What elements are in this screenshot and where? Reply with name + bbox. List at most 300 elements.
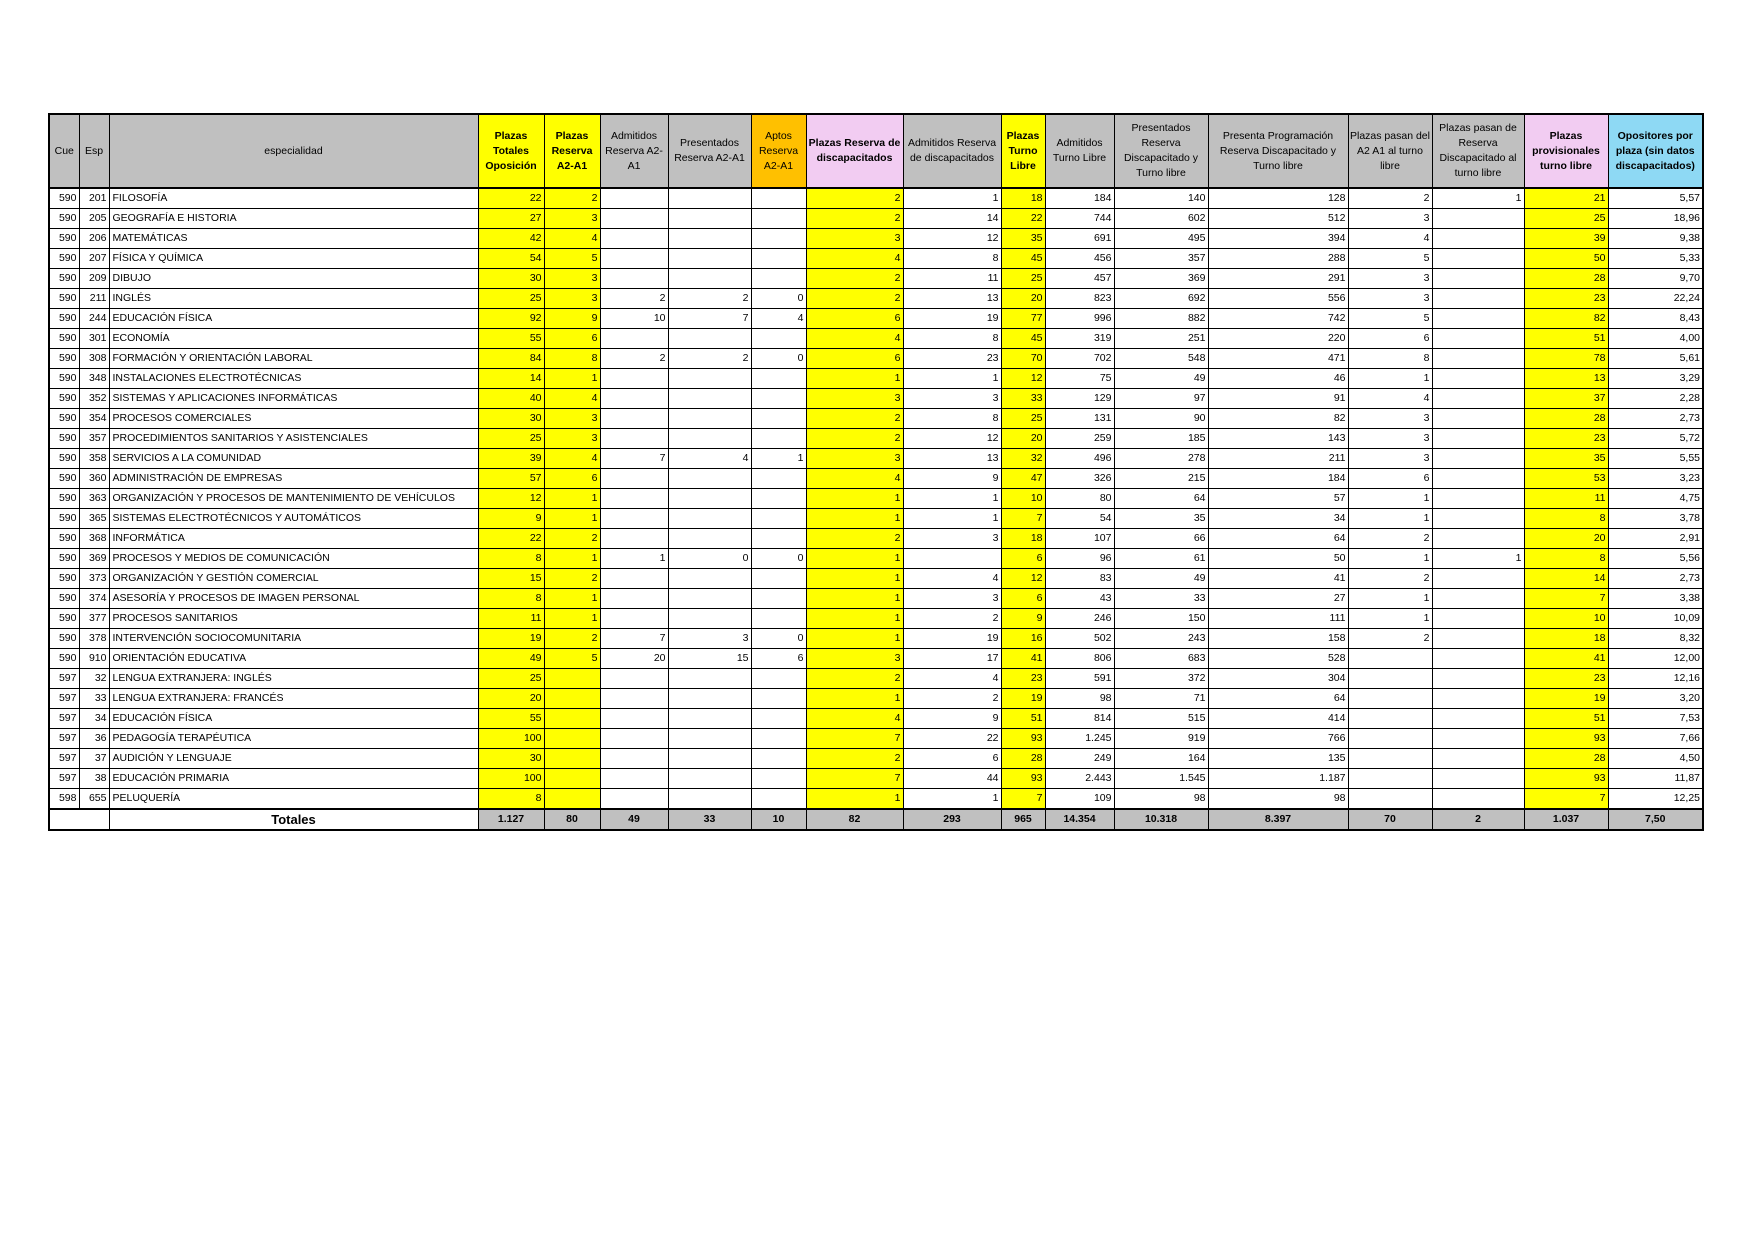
cell-plazas-totales: 20	[478, 689, 544, 709]
cell-presentados-reserva: 2	[668, 349, 751, 369]
cell-cue: 590	[49, 249, 79, 269]
cell-esp: 910	[79, 649, 109, 669]
cell-aptos-reserva	[751, 329, 806, 349]
cell-presenta-programacion: 528	[1208, 649, 1348, 669]
cell-plazas-discapacitados: 3	[806, 229, 903, 249]
cell-pasan-discapacitado	[1432, 269, 1524, 289]
cell-plazas-discapacitados: 2	[806, 529, 903, 549]
header-admitidos-reserva: Admitidos Reserva A2-A1	[600, 114, 668, 188]
cell-cue: 590	[49, 569, 79, 589]
cell-admitidos-reserva	[600, 469, 668, 489]
header-plazas-reserva: Plazas Reserva A2-A1	[544, 114, 600, 188]
cell-plazas-reserva: 1	[544, 489, 600, 509]
cell-pasan-a2a1: 4	[1348, 229, 1432, 249]
cell-opositores-por-plaza: 2,73	[1608, 409, 1703, 429]
cell-esp: 357	[79, 429, 109, 449]
cell-pasan-discapacitado	[1432, 669, 1524, 689]
cell-plazas-provisionales: 8	[1524, 509, 1608, 529]
cell-plazas-turno-libre: 93	[1001, 729, 1045, 749]
cell-presentados-disc-turno: 49	[1114, 569, 1208, 589]
cell-admitidos-discapacitados: 12	[903, 429, 1001, 449]
cell-admitidos-discapacitados: 3	[903, 589, 1001, 609]
cell-plazas-discapacitados: 2	[806, 269, 903, 289]
cell-presentados-disc-turno: 919	[1114, 729, 1208, 749]
cell-plazas-provisionales: 14	[1524, 569, 1608, 589]
cell-aptos-reserva	[751, 689, 806, 709]
cell-especialidad: LENGUA EXTRANJERA: FRANCÉS	[109, 689, 478, 709]
cell-plazas-provisionales: 11	[1524, 489, 1608, 509]
cell-plazas-totales: 100	[478, 729, 544, 749]
cell-pasan-discapacitado	[1432, 449, 1524, 469]
cell-plazas-provisionales: 39	[1524, 229, 1608, 249]
table-row	[49, 249, 1703, 269]
cell-admitidos-reserva	[600, 529, 668, 549]
cell-presentados-disc-turno: 71	[1114, 689, 1208, 709]
cell-cue: 598	[49, 789, 79, 810]
cell-esp: 244	[79, 309, 109, 329]
table-row	[49, 649, 1703, 669]
total-plazas-discapacitados: 82	[806, 809, 903, 830]
cell-presentados-disc-turno: 64	[1114, 489, 1208, 509]
header-presentados-reserva: Presentados Reserva A2-A1	[668, 114, 751, 188]
cell-plazas-totales: 22	[478, 188, 544, 209]
cell-plazas-provisionales: 50	[1524, 249, 1608, 269]
cell-presenta-programacion: 135	[1208, 749, 1348, 769]
cell-admitidos-turno-libre: 456	[1045, 249, 1114, 269]
cell-plazas-totales: 30	[478, 409, 544, 429]
cell-especialidad: FORMACIÓN Y ORIENTACIÓN LABORAL	[109, 349, 478, 369]
cell-esp: 365	[79, 509, 109, 529]
header-admitidos-turno-libre: Admitidos Turno Libre	[1045, 114, 1114, 188]
cell-pasan-discapacitado	[1432, 289, 1524, 309]
cell-admitidos-turno-libre: 83	[1045, 569, 1114, 589]
cell-aptos-reserva	[751, 749, 806, 769]
cell-aptos-reserva	[751, 729, 806, 749]
cell-admitidos-reserva: 1	[600, 549, 668, 569]
cell-opositores-por-plaza: 9,70	[1608, 269, 1703, 289]
cell-pasan-a2a1: 2	[1348, 188, 1432, 209]
cell-presentados-reserva	[668, 469, 751, 489]
table-row	[49, 709, 1703, 729]
header-plazas-turno-libre: Plazas Turno Libre	[1001, 114, 1045, 188]
cell-admitidos-discapacitados: 8	[903, 409, 1001, 429]
cell-presenta-programacion: 57	[1208, 489, 1348, 509]
cell-cue: 590	[49, 209, 79, 229]
cell-admitidos-reserva: 10	[600, 309, 668, 329]
cell-esp: 352	[79, 389, 109, 409]
cell-aptos-reserva	[751, 789, 806, 810]
cell-presentados-disc-turno: 683	[1114, 649, 1208, 669]
table-row	[49, 769, 1703, 789]
cell-admitidos-turno-libre: 744	[1045, 209, 1114, 229]
cell-presentados-disc-turno: 150	[1114, 609, 1208, 629]
cell-plazas-provisionales: 28	[1524, 269, 1608, 289]
cell-presentados-reserva	[668, 409, 751, 429]
cell-pasan-a2a1: 6	[1348, 329, 1432, 349]
cell-aptos-reserva	[751, 589, 806, 609]
cell-presentados-reserva	[668, 188, 751, 209]
header-especialidad: especialidad	[109, 114, 478, 188]
cell-presentados-reserva	[668, 569, 751, 589]
table-row	[49, 589, 1703, 609]
cell-plazas-turno-libre: 35	[1001, 229, 1045, 249]
cell-admitidos-discapacitados: 6	[903, 749, 1001, 769]
table-row	[49, 229, 1703, 249]
cell-opositores-por-plaza: 3,38	[1608, 589, 1703, 609]
cell-opositores-por-plaza: 4,75	[1608, 489, 1703, 509]
cell-plazas-turno-libre: 41	[1001, 649, 1045, 669]
cell-presentados-disc-turno: 882	[1114, 309, 1208, 329]
cell-admitidos-discapacitados: 44	[903, 769, 1001, 789]
cell-admitidos-reserva	[600, 409, 668, 429]
cell-opositores-por-plaza: 3,23	[1608, 469, 1703, 489]
cell-presentados-disc-turno: 278	[1114, 449, 1208, 469]
cell-plazas-provisionales: 28	[1524, 409, 1608, 429]
cell-pasan-a2a1: 8	[1348, 349, 1432, 369]
cell-admitidos-discapacitados: 14	[903, 209, 1001, 229]
cell-pasan-a2a1: 1	[1348, 509, 1432, 529]
cell-presenta-programacion: 91	[1208, 389, 1348, 409]
cell-plazas-totales: 15	[478, 569, 544, 589]
cell-presentados-reserva: 2	[668, 289, 751, 309]
cell-admitidos-turno-libre: 75	[1045, 369, 1114, 389]
cell-plazas-turno-libre: 20	[1001, 289, 1045, 309]
cell-presenta-programacion: 50	[1208, 549, 1348, 569]
cell-presenta-programacion: 220	[1208, 329, 1348, 349]
cell-pasan-discapacitado	[1432, 349, 1524, 369]
cell-aptos-reserva	[751, 529, 806, 549]
cell-presentados-reserva	[668, 709, 751, 729]
table-row	[49, 529, 1703, 549]
cell-aptos-reserva: 1	[751, 449, 806, 469]
cell-plazas-turno-libre: 12	[1001, 569, 1045, 589]
cell-opositores-por-plaza: 11,87	[1608, 769, 1703, 789]
cell-plazas-provisionales: 21	[1524, 188, 1608, 209]
header-plazas-discapacitados: Plazas Reserva de discapacitados	[806, 114, 903, 188]
cell-admitidos-turno-libre: 502	[1045, 629, 1114, 649]
cell-admitidos-turno-libre: 326	[1045, 469, 1114, 489]
cell-presentados-disc-turno: 602	[1114, 209, 1208, 229]
cell-cue: 590	[49, 389, 79, 409]
cell-admitidos-discapacitados: 22	[903, 729, 1001, 749]
cell-plazas-totales: 25	[478, 289, 544, 309]
cell-admitidos-reserva	[600, 369, 668, 389]
cell-cue: 590	[49, 509, 79, 529]
cell-plazas-turno-libre: 6	[1001, 589, 1045, 609]
cell-pasan-a2a1	[1348, 689, 1432, 709]
cell-aptos-reserva	[751, 188, 806, 209]
cell-presentados-disc-turno: 185	[1114, 429, 1208, 449]
cell-plazas-discapacitados: 2	[806, 669, 903, 689]
cell-esp: 34	[79, 709, 109, 729]
cell-plazas-provisionales: 19	[1524, 689, 1608, 709]
cell-admitidos-turno-libre: 823	[1045, 289, 1114, 309]
cell-especialidad: INSTALACIONES ELECTROTÉCNICAS	[109, 369, 478, 389]
cell-admitidos-turno-libre: 54	[1045, 509, 1114, 529]
cell-aptos-reserva	[751, 269, 806, 289]
cell-plazas-reserva: 6	[544, 469, 600, 489]
cell-plazas-turno-libre: 7	[1001, 509, 1045, 529]
cell-especialidad: ORIENTACIÓN EDUCATIVA	[109, 649, 478, 669]
table-row	[49, 789, 1703, 810]
cell-admitidos-discapacitados: 1	[903, 188, 1001, 209]
cell-plazas-reserva	[544, 769, 600, 789]
cell-pasan-a2a1	[1348, 769, 1432, 789]
cell-plazas-totales: 8	[478, 549, 544, 569]
cell-admitidos-discapacitados: 1	[903, 489, 1001, 509]
cell-cue: 597	[49, 669, 79, 689]
cell-plazas-totales: 92	[478, 309, 544, 329]
cell-pasan-a2a1: 3	[1348, 429, 1432, 449]
cell-plazas-reserva	[544, 689, 600, 709]
cell-opositores-por-plaza: 5,72	[1608, 429, 1703, 449]
cell-admitidos-turno-libre: 996	[1045, 309, 1114, 329]
cell-admitidos-reserva	[600, 709, 668, 729]
cell-presentados-reserva	[668, 369, 751, 389]
cell-plazas-provisionales: 51	[1524, 709, 1608, 729]
cell-pasan-a2a1: 1	[1348, 589, 1432, 609]
cell-admitidos-discapacitados: 1	[903, 509, 1001, 529]
cell-plazas-provisionales: 23	[1524, 429, 1608, 449]
cell-pasan-a2a1: 3	[1348, 409, 1432, 429]
cell-cue: 590	[49, 649, 79, 669]
cell-plazas-totales: 8	[478, 789, 544, 810]
header-pasan-discapacitado: Plazas pasan de Reserva Discapacitado al turno libre	[1432, 114, 1524, 188]
cell-pasan-a2a1: 5	[1348, 249, 1432, 269]
cell-plazas-provisionales: 51	[1524, 329, 1608, 349]
cell-presentados-reserva: 4	[668, 449, 751, 469]
cell-presentados-disc-turno: 164	[1114, 749, 1208, 769]
cell-opositores-por-plaza: 5,61	[1608, 349, 1703, 369]
cell-plazas-totales: 30	[478, 749, 544, 769]
table-row	[49, 549, 1703, 569]
cell-plazas-discapacitados: 2	[806, 749, 903, 769]
cell-opositores-por-plaza: 7,66	[1608, 729, 1703, 749]
cell-plazas-turno-libre: 45	[1001, 249, 1045, 269]
cell-esp: 209	[79, 269, 109, 289]
cell-admitidos-reserva	[600, 689, 668, 709]
cell-presentados-reserva: 3	[668, 629, 751, 649]
cell-admitidos-discapacitados: 4	[903, 669, 1001, 689]
cell-especialidad: ECONOMÍA	[109, 329, 478, 349]
cell-plazas-reserva	[544, 789, 600, 810]
cell-plazas-reserva: 3	[544, 409, 600, 429]
cell-aptos-reserva	[751, 229, 806, 249]
oposiciones-table	[48, 113, 1704, 831]
cell-plazas-totales: 19	[478, 629, 544, 649]
cell-aptos-reserva: 0	[751, 349, 806, 369]
cell-plazas-provisionales: 28	[1524, 749, 1608, 769]
cell-admitidos-discapacitados: 13	[903, 449, 1001, 469]
table-row	[49, 409, 1703, 429]
header-plazas-totales: Plazas Totales Oposición	[478, 114, 544, 188]
cell-plazas-discapacitados: 2	[806, 188, 903, 209]
cell-admitidos-turno-libre: 109	[1045, 789, 1114, 810]
cell-pasan-a2a1: 1	[1348, 609, 1432, 629]
cell-admitidos-turno-libre: 1.245	[1045, 729, 1114, 749]
cell-pasan-a2a1	[1348, 649, 1432, 669]
total-plazas-turno-libre: 965	[1001, 809, 1045, 830]
cell-admitidos-discapacitados: 23	[903, 349, 1001, 369]
cell-plazas-provisionales: 25	[1524, 209, 1608, 229]
cell-admitidos-discapacitados: 3	[903, 529, 1001, 549]
cell-plazas-turno-libre: 10	[1001, 489, 1045, 509]
cell-esp: 36	[79, 729, 109, 749]
cell-admitidos-reserva	[600, 269, 668, 289]
cell-plazas-totales: 55	[478, 709, 544, 729]
cell-admitidos-turno-libre: 246	[1045, 609, 1114, 629]
cell-presentados-disc-turno: 98	[1114, 789, 1208, 810]
cell-admitidos-reserva	[600, 589, 668, 609]
cell-plazas-discapacitados: 1	[806, 789, 903, 810]
cell-admitidos-turno-libre: 80	[1045, 489, 1114, 509]
cell-plazas-totales: 22	[478, 529, 544, 549]
cell-admitidos-turno-libre: 457	[1045, 269, 1114, 289]
cell-esp: 38	[79, 769, 109, 789]
cell-pasan-a2a1: 2	[1348, 529, 1432, 549]
cell-opositores-por-plaza: 7,53	[1608, 709, 1703, 729]
cell-plazas-totales: 42	[478, 229, 544, 249]
cell-pasan-discapacitado	[1432, 429, 1524, 449]
cell-pasan-a2a1: 3	[1348, 289, 1432, 309]
cell-pasan-a2a1: 6	[1348, 469, 1432, 489]
cell-plazas-turno-libre: 12	[1001, 369, 1045, 389]
cell-cue: 597	[49, 749, 79, 769]
cell-plazas-turno-libre: 19	[1001, 689, 1045, 709]
cell-plazas-reserva: 8	[544, 349, 600, 369]
cell-pasan-discapacitado	[1432, 209, 1524, 229]
cell-presenta-programacion: 64	[1208, 529, 1348, 549]
cell-plazas-reserva: 9	[544, 309, 600, 329]
cell-pasan-discapacitado	[1432, 789, 1524, 810]
cell-plazas-totales: 54	[478, 249, 544, 269]
cell-presentados-disc-turno: 357	[1114, 249, 1208, 269]
totals-row	[49, 809, 1703, 830]
cell-admitidos-turno-libre: 184	[1045, 188, 1114, 209]
table-row	[49, 669, 1703, 689]
cell-presenta-programacion: 82	[1208, 409, 1348, 429]
total-pasan-discapacitado: 2	[1432, 809, 1524, 830]
cell-plazas-reserva: 1	[544, 549, 600, 569]
cell-plazas-totales: 40	[478, 389, 544, 409]
cell-presentados-reserva	[668, 769, 751, 789]
cell-pasan-discapacitado	[1432, 709, 1524, 729]
cell-pasan-discapacitado	[1432, 609, 1524, 629]
cell-cue: 597	[49, 769, 79, 789]
cell-presenta-programacion: 414	[1208, 709, 1348, 729]
cell-presentados-reserva	[668, 229, 751, 249]
cell-cue: 590	[49, 549, 79, 569]
cell-presentados-disc-turno: 66	[1114, 529, 1208, 549]
cell-cue: 590	[49, 529, 79, 549]
cell-esp: 207	[79, 249, 109, 269]
cell-presentados-reserva	[668, 689, 751, 709]
cell-presenta-programacion: 471	[1208, 349, 1348, 369]
cell-aptos-reserva	[751, 249, 806, 269]
cell-admitidos-reserva	[600, 669, 668, 689]
cell-opositores-por-plaza: 5,33	[1608, 249, 1703, 269]
table-row	[49, 349, 1703, 369]
cell-admitidos-reserva	[600, 569, 668, 589]
table-row	[49, 429, 1703, 449]
cell-plazas-discapacitados: 1	[806, 569, 903, 589]
header-cue: Cue	[49, 114, 79, 188]
cell-plazas-turno-libre: 6	[1001, 549, 1045, 569]
cell-plazas-reserva: 3	[544, 269, 600, 289]
cell-admitidos-turno-libre: 107	[1045, 529, 1114, 549]
cell-esp: 348	[79, 369, 109, 389]
cell-cue: 590	[49, 589, 79, 609]
cell-presentados-disc-turno: 495	[1114, 229, 1208, 249]
cell-aptos-reserva	[751, 389, 806, 409]
cell-presentados-reserva	[668, 789, 751, 810]
cell-admitidos-reserva: 2	[600, 289, 668, 309]
cell-especialidad: MATEMÁTICAS	[109, 229, 478, 249]
cell-plazas-turno-libre: 7	[1001, 789, 1045, 810]
cell-esp: 37	[79, 749, 109, 769]
cell-presenta-programacion: 34	[1208, 509, 1348, 529]
cell-opositores-por-plaza: 12,00	[1608, 649, 1703, 669]
cell-plazas-turno-libre: 51	[1001, 709, 1045, 729]
cell-esp: 360	[79, 469, 109, 489]
cell-especialidad: PROCESOS SANITARIOS	[109, 609, 478, 629]
cell-plazas-provisionales: 20	[1524, 529, 1608, 549]
table-row	[49, 188, 1703, 209]
cell-plazas-discapacitados: 3	[806, 649, 903, 669]
total-admitidos-discapacitados: 293	[903, 809, 1001, 830]
cell-especialidad: PROCEDIMIENTOS SANITARIOS Y ASISTENCIALES	[109, 429, 478, 449]
cell-opositores-por-plaza: 3,78	[1608, 509, 1703, 529]
cell-plazas-provisionales: 7	[1524, 789, 1608, 810]
cell-plazas-turno-libre: 22	[1001, 209, 1045, 229]
cell-especialidad: PELUQUERÍA	[109, 789, 478, 810]
cell-presenta-programacion: 742	[1208, 309, 1348, 329]
cell-presenta-programacion: 128	[1208, 188, 1348, 209]
table-row	[49, 469, 1703, 489]
cell-plazas-totales: 57	[478, 469, 544, 489]
cell-pasan-discapacitado	[1432, 389, 1524, 409]
cell-pasan-discapacitado	[1432, 489, 1524, 509]
cell-admitidos-discapacitados: 1	[903, 369, 1001, 389]
table-row	[49, 489, 1703, 509]
cell-esp: 32	[79, 669, 109, 689]
cell-presentados-disc-turno: 215	[1114, 469, 1208, 489]
cell-admitidos-reserva	[600, 389, 668, 409]
cell-admitidos-discapacitados: 8	[903, 249, 1001, 269]
cell-presenta-programacion: 512	[1208, 209, 1348, 229]
header-admitidos-discapacitados: Admitidos Reserva de discapacitados	[903, 114, 1001, 188]
cell-plazas-totales: 8	[478, 589, 544, 609]
cell-opositores-por-plaza: 8,32	[1608, 629, 1703, 649]
cell-aptos-reserva	[751, 429, 806, 449]
cell-admitidos-reserva	[600, 489, 668, 509]
cell-admitidos-reserva: 20	[600, 649, 668, 669]
cell-esp: 378	[79, 629, 109, 649]
cell-pasan-discapacitado	[1432, 769, 1524, 789]
cell-opositores-por-plaza: 18,96	[1608, 209, 1703, 229]
cell-presenta-programacion: 41	[1208, 569, 1348, 589]
cell-plazas-provisionales: 18	[1524, 629, 1608, 649]
cell-presentados-reserva	[668, 529, 751, 549]
cell-opositores-por-plaza: 2,73	[1608, 569, 1703, 589]
cell-plazas-discapacitados: 3	[806, 389, 903, 409]
table-row	[49, 329, 1703, 349]
cell-especialidad: SISTEMAS Y APLICACIONES INFORMÁTICAS	[109, 389, 478, 409]
cell-plazas-provisionales: 10	[1524, 609, 1608, 629]
cell-presenta-programacion: 46	[1208, 369, 1348, 389]
cell-admitidos-discapacitados: 2	[903, 609, 1001, 629]
cell-presentados-reserva	[668, 269, 751, 289]
